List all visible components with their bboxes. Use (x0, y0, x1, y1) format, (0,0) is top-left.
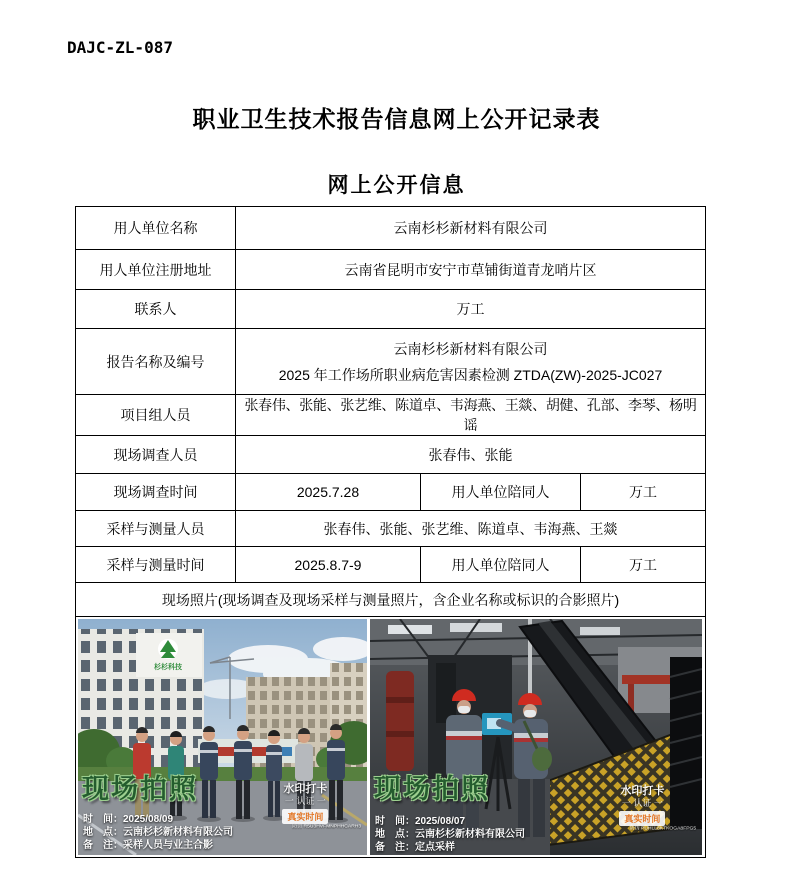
watermark-time: 时 间：2025/08/09 (83, 814, 174, 825)
report-name-line1: 云南杉杉新材料有限公司 (393, 340, 548, 357)
table-row (76, 207, 706, 250)
table-row (76, 474, 706, 511)
table-row (76, 250, 706, 290)
photo-group-site (78, 619, 367, 855)
registered-address-value: 云南省昆明市安宁市草铺街道青龙哨片区 (236, 250, 706, 290)
row-label-survey-personnel: 现场调查人员 (76, 436, 236, 474)
photo-stamp: 现场拍照 (374, 774, 490, 804)
table-row (76, 583, 706, 617)
photo-watermark-info (375, 815, 525, 854)
table-row (76, 329, 706, 395)
report-name-line2: 2025 年工作场所职业病危害因素检测 ZTDA(ZW)-2025-JC027 (278, 366, 663, 383)
watermark-place: 地 点：云南杉杉新材料有限公司 (83, 827, 233, 838)
row-label-survey-time: 现场调查时间 (76, 474, 236, 511)
survey-escort-label: 用人单位陪同人 (421, 474, 581, 511)
watermark-cert-block (589, 785, 696, 834)
sampling-escort-value: 万工 (581, 547, 706, 583)
real-time-badge: 真实时间 (282, 809, 328, 824)
survey-time-value: 2025.7.28 (236, 474, 421, 511)
sampling-escort-label: 用人单位陪同人 (421, 547, 581, 583)
table-row (76, 547, 706, 583)
report-name-number-value (236, 329, 706, 395)
photos-cell (76, 617, 706, 858)
sampling-time-value: 2025.8.7-9 (236, 547, 421, 583)
building-sign-text: 杉杉科技 (154, 664, 182, 671)
employer-name-value: 云南杉杉新材料有限公司 (236, 207, 706, 250)
row-label-sampling-personnel: 采样与测量人员 (76, 511, 236, 547)
table-row (76, 511, 706, 547)
watermark-place: 地 点：云南杉杉新材料有限公司 (375, 829, 525, 840)
watermark-time: 时 间：2025/08/07 (375, 816, 466, 827)
table-row (76, 395, 706, 436)
table-row (76, 290, 706, 329)
watermark-cert-label: 一 认证 一 (284, 796, 326, 806)
page-title: 职业卫生技术报告信息网上公开记录表 (192, 106, 601, 132)
row-label-employer-name: 用人单位名称 (76, 207, 236, 250)
security-code: 防伪 PUHLL8KTKOGA8FPG5 (629, 825, 696, 831)
project-team-value: 张春伟、张能、张艺维、陈道卓、韦海燕、王燚、胡健、孔部、李琴、杨明谣 (236, 395, 706, 436)
real-time-badge: 真实时间 (619, 811, 665, 826)
contact-value: 万工 (236, 290, 706, 329)
table-row (76, 617, 706, 858)
photo-sampling-site (370, 619, 702, 855)
public-record-table (75, 206, 706, 858)
watermark-cert-block (250, 783, 361, 832)
document-code: DAJC-ZL-087 (67, 38, 173, 57)
survey-escort-value: 万工 (581, 474, 706, 511)
watermark-cert-label: 一 认证 一 (621, 798, 663, 808)
row-label-sampling-time: 采样与测量时间 (76, 547, 236, 583)
row-label-contact: 联系人 (76, 290, 236, 329)
row-label-report-name-number: 报告名称及编号 (76, 329, 236, 395)
table-row (76, 436, 706, 474)
photos-caption: 现场照片(现场调查及现场采样与测量照片，含企业名称或标识的合影照片) (76, 583, 706, 617)
photo-stamp: 现场拍照 (82, 774, 198, 804)
watermark-note: 备 注：定点采样 (375, 842, 455, 853)
watermark-app-name: 水印打卡 (283, 783, 328, 795)
row-label-registered-address: 用人单位注册地址 (76, 250, 236, 290)
page-subtitle: 网上公开信息 (327, 174, 466, 197)
sampling-personnel-value: 张春伟、张能、张艺维、陈道卓、韦海燕、王燚 (236, 511, 706, 547)
row-label-project-team: 项目组人员 (76, 395, 236, 436)
watermark-note: 备 注：采样人员与业主合影 (83, 840, 213, 851)
security-code: 防伪 R5U3HVFMNPHHCARH3 (292, 823, 361, 829)
photo-strip (78, 619, 703, 855)
red-column (386, 671, 414, 771)
survey-personnel-value: 张春伟、张能 (236, 436, 706, 474)
photo-watermark-info (83, 813, 233, 852)
shoulder-bag (532, 747, 552, 771)
watermark-app-name: 水印打卡 (620, 785, 665, 797)
